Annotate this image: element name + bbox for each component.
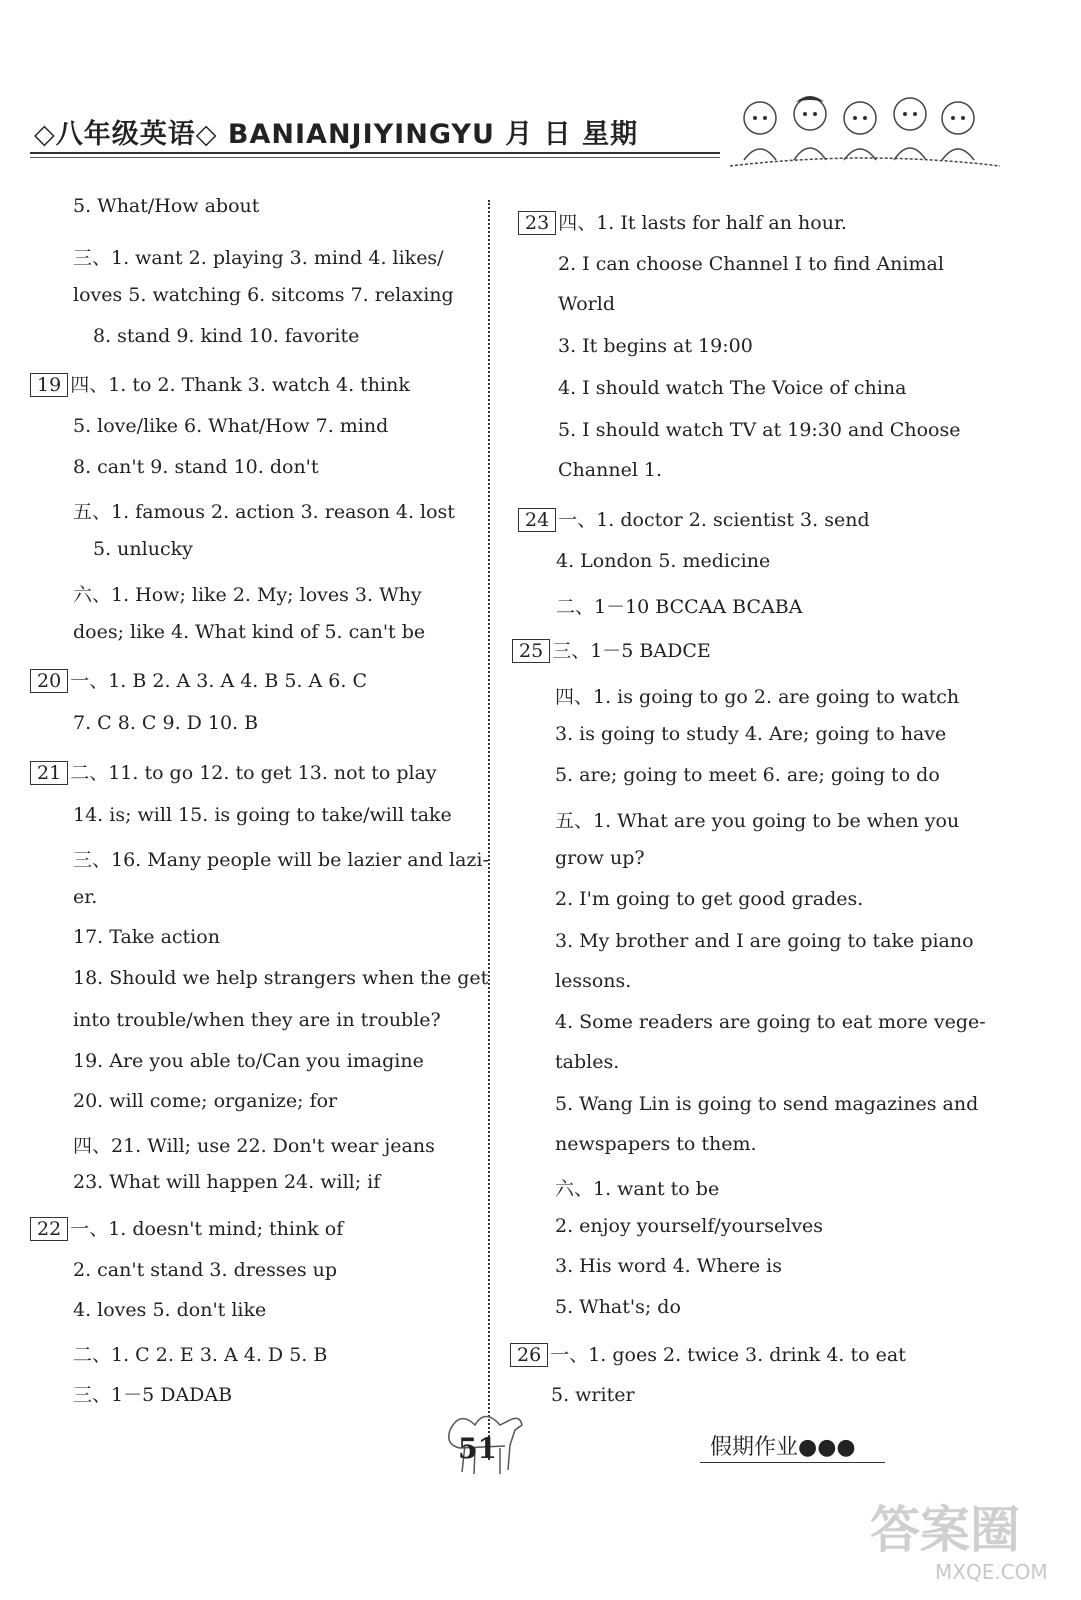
list-item: [73, 497, 455, 524]
line-text: 三、1－5 BADCE: [552, 640, 711, 662]
header-rule-thin: [30, 157, 720, 158]
watermark-url: MXQE.COM: [935, 1560, 1048, 1584]
list-item: [558, 459, 662, 481]
list-item: [73, 1131, 435, 1158]
section-number-box: 22: [30, 1217, 68, 1241]
line-text: 二、1－10 BCCAA BCABA: [556, 596, 803, 618]
line-text: 5. love/like 6. What/How 7. mind: [73, 415, 389, 437]
line-text: 三、1. want 2. playing 3. mind 4. likes/: [73, 247, 444, 269]
line-text: 2. can't stand 3. dresses up: [73, 1259, 338, 1281]
line-text: 2. I can choose Channel I to find Animal: [558, 253, 944, 275]
line-text: 一、1. B 2. A 3. A 4. B 5. A 6. C: [70, 670, 368, 692]
line-text: into trouble/when they are in trouble?: [73, 1009, 441, 1031]
line-text: newspapers to them.: [555, 1133, 757, 1155]
line-text: 5. Wang Lin is going to send magazines and: [555, 1093, 979, 1115]
list-item: [555, 930, 974, 952]
list-item: [555, 764, 940, 786]
list-item: [555, 1051, 619, 1073]
list-item: [558, 335, 753, 357]
line-text: 六、1. want to be: [555, 1178, 720, 1200]
list-item: [73, 1340, 327, 1367]
line-text: 4. loves 5. don't like: [73, 1299, 267, 1321]
list-item: [555, 806, 959, 833]
list-item: [555, 847, 645, 869]
list-item: [512, 636, 711, 663]
list-item: [73, 284, 454, 306]
line-text: 五、1. famous 2. action 3. reason 4. lost: [73, 501, 455, 523]
line-text: 一、1. doctor 2. scientist 3. send: [558, 509, 870, 531]
list-item: [555, 1093, 978, 1115]
cartoon-children-illustration: [730, 90, 1000, 170]
list-item: [73, 804, 452, 826]
list-item: [518, 208, 847, 235]
list-item: [73, 1380, 232, 1407]
line-text: lessons.: [555, 970, 632, 992]
line-text: 4. Some readers are going to eat more vege-: [555, 1011, 986, 1033]
section-number-box: 26: [510, 1343, 548, 1367]
line-text: does; like 4. What kind of 5. can't be: [73, 621, 426, 643]
line-text: 二、11. to go 12. to get 13. not to play: [70, 762, 437, 784]
list-item: [73, 926, 220, 948]
line-text: 二、1. C 2. E 3. A 4. D 5. B: [73, 1344, 328, 1366]
line-text: 3. His word 4. Where is: [555, 1255, 782, 1277]
line-text: 5. What's; do: [555, 1296, 681, 1318]
list-item: [551, 1384, 635, 1406]
list-item: [555, 1011, 986, 1033]
section-number-box: 23: [518, 211, 556, 235]
section-number-box: 20: [30, 669, 68, 693]
line-text: 8. can't 9. stand 10. don't: [73, 456, 319, 478]
line-text: 17. Take action: [73, 926, 220, 948]
line-text: 四、1. It lasts for half an hour.: [558, 212, 847, 234]
list-item: [555, 682, 959, 709]
list-item: [73, 1299, 266, 1321]
line-text: 四、1. to 2. Thank 3. watch 4. think: [70, 374, 410, 396]
line-text: 20. will come; organize; for: [73, 1090, 338, 1112]
line-text: 3. My brother and I are going to take piano: [555, 930, 974, 952]
section-number-box: 25: [512, 639, 550, 663]
list-item: [30, 666, 367, 693]
list-item: [558, 419, 960, 441]
line-text: 2. enjoy yourself/yourselves: [555, 1215, 824, 1237]
list-item: [30, 370, 410, 397]
list-item: [558, 253, 944, 275]
line-text: 8. stand 9. kind 10. favorite: [93, 325, 360, 347]
header-rule: [30, 152, 720, 154]
list-item: [556, 550, 770, 572]
list-item: [518, 505, 870, 532]
list-item: [555, 723, 946, 745]
list-item: [73, 886, 97, 908]
footer-label: 假期作业●●●: [710, 1435, 856, 1460]
line-text: 5. are; going to meet 6. are; going to do: [555, 764, 940, 786]
footer-rule: [700, 1462, 885, 1463]
line-text: 四、1. is going to go 2. are going to watch: [555, 686, 960, 708]
line-text: 5. I should watch TV at 19:30 and Choose: [558, 419, 961, 441]
list-item: [73, 195, 259, 217]
list-item: [558, 293, 615, 315]
line-text: 四、21. Will; use 22. Don't wear jeans: [73, 1135, 435, 1157]
section-number-box: 21: [30, 761, 68, 785]
line-text: 19. Are you able to/Can you imagine: [73, 1050, 424, 1072]
list-item: [73, 967, 488, 989]
line-text: 六、1. How; like 2. My; loves 3. Why: [73, 584, 422, 606]
list-item: [73, 1009, 441, 1031]
list-item: [93, 325, 359, 347]
list-item: [555, 888, 863, 910]
section-number-box: 19: [30, 373, 68, 397]
column-divider: [488, 200, 490, 1460]
line-text: tables.: [555, 1051, 620, 1073]
line-text: grow up?: [555, 847, 645, 869]
line-text: 5. unlucky: [93, 538, 193, 560]
line-text: 5. writer: [551, 1384, 635, 1406]
list-item: [73, 243, 444, 270]
list-item: [30, 1214, 343, 1241]
line-text: loves 5. watching 6. sitcoms 7. relaxing: [73, 284, 454, 306]
line-text: 4. London 5. medicine: [556, 550, 771, 572]
line-text: Channel 1.: [558, 459, 663, 481]
list-item: [555, 970, 631, 992]
line-text: 3. It begins at 19:00: [558, 335, 753, 357]
list-item: [93, 538, 193, 560]
list-item: [555, 1215, 823, 1237]
header-title: ◇八年级英语◇ BANIANJIYINGYU 月 日 星期: [34, 119, 639, 150]
section-number-box: 24: [518, 508, 556, 532]
list-item: [73, 1171, 380, 1193]
line-text: 2. I'm going to get good grades.: [555, 888, 864, 910]
list-item: [73, 580, 422, 607]
line-text: 三、1－5 DADAB: [73, 1384, 233, 1406]
list-item: [558, 377, 906, 399]
list-item: [73, 415, 388, 437]
list-item: [555, 1174, 719, 1201]
line-text: 3. is going to study 4. Are; going to have: [555, 723, 947, 745]
page-header: [30, 100, 1081, 160]
list-item: [555, 1296, 681, 1318]
line-text: 7. C 8. C 9. D 10. B: [73, 712, 259, 734]
list-item: [30, 758, 437, 785]
list-item: [73, 712, 258, 734]
list-item: [555, 1133, 757, 1155]
line-text: World: [558, 293, 615, 315]
line-text: 五、1. What are you going to be when you: [555, 810, 960, 832]
line-text: 5. What/How about: [73, 195, 260, 217]
list-item: [555, 1255, 782, 1277]
list-item: [73, 1259, 337, 1281]
line-text: 4. I should watch The Voice of china: [558, 377, 907, 399]
list-item: [73, 621, 425, 643]
list-item: [73, 1090, 337, 1112]
line-text: er.: [73, 886, 98, 908]
line-text: 一、1. doesn't mind; think of: [70, 1218, 344, 1240]
line-text: 23. What will happen 24. will; if: [73, 1171, 381, 1193]
list-item: [73, 456, 319, 478]
line-text: 一、1. goes 2. twice 3. drink 4. to eat: [550, 1344, 906, 1366]
list-item: [73, 1050, 424, 1072]
list-item: [510, 1340, 906, 1367]
watermark-logo: 答案圈: [870, 1501, 1020, 1559]
page-number: 51: [458, 1432, 497, 1465]
list-item: [556, 592, 802, 619]
list-item: [73, 845, 489, 872]
line-text: 14. is; will 15. is going to take/will take: [73, 804, 452, 826]
line-text: 三、16. Many people will be lazier and lazi-: [73, 849, 489, 871]
line-text: 18. Should we help strangers when the get: [73, 967, 489, 989]
